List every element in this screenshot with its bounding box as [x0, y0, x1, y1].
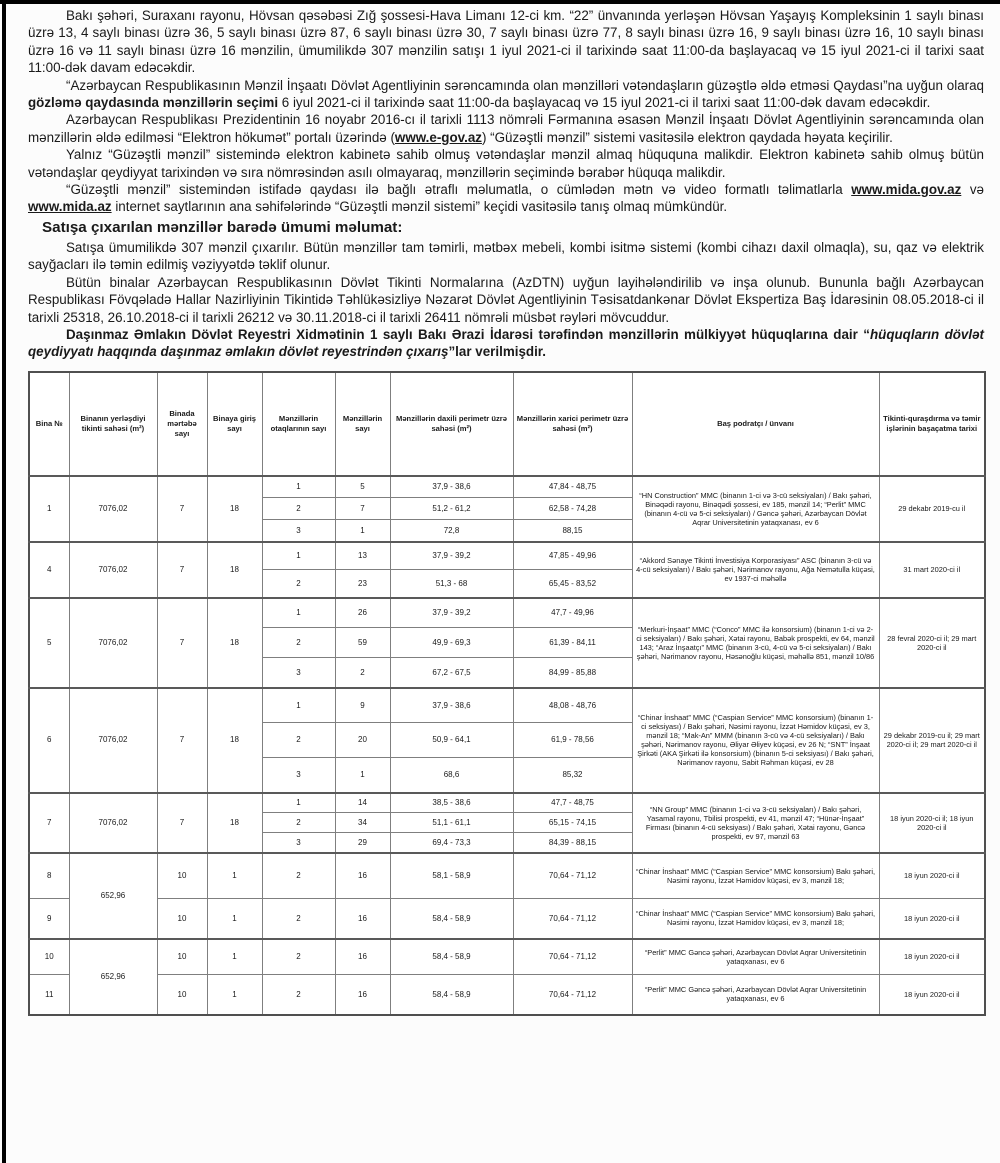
- cell-sahe: 7076,02: [69, 476, 157, 542]
- cell-daxili: 58,4 - 58,9: [390, 899, 513, 939]
- cell-otaq: 2: [262, 853, 335, 899]
- cell-otaq: 2: [262, 975, 335, 1015]
- cell-xarici: 70,64 - 71,12: [513, 853, 632, 899]
- cell-bina: 5: [29, 598, 69, 688]
- cell-daxili: 51,2 - 61,2: [390, 498, 513, 520]
- cell-say: 1: [335, 520, 390, 542]
- cell-otaq: 3: [262, 520, 335, 542]
- egov-link[interactable]: www.e-gov.az: [394, 129, 482, 145]
- cell-podratci: “Chinar İnshaat” MMC (“Caspian Service” MMC konsorsium) Bakı şəhəri, Nəsimi rayonu, İzzət Həmidov küçəsi, ev 3, mənzil 18;: [632, 899, 879, 939]
- cell-tarix: 29 dekabr 2019-cu il: [879, 476, 985, 542]
- cell-xarici: 48,08 - 48,76: [513, 688, 632, 723]
- cell-giris: 1: [207, 899, 262, 939]
- col-header-say: Mənzillərin sayı: [335, 372, 390, 476]
- cell-xarici: 70,64 - 71,12: [513, 939, 632, 975]
- cell-xarici: 88,15: [513, 520, 632, 542]
- cell-otaq: 2: [262, 570, 335, 598]
- cell-daxili: 58,1 - 58,9: [390, 853, 513, 899]
- cell-giris: 1: [207, 975, 262, 1015]
- table-row: [29, 853, 985, 899]
- cell-giris: 18: [207, 598, 262, 688]
- paragraph-egov: [28, 111, 984, 146]
- cell-xarici: 65,15 - 74,15: [513, 813, 632, 833]
- cell-otaq: 3: [262, 833, 335, 853]
- cell-sahe: 652,96: [69, 853, 157, 939]
- paragraph-general-info: Satışa ümumilikdə 307 mənzil çıxarılır. Bütün mənzillər tam təmirli, mətbəx mebeli, kombi isitmə sistemi (kombi cihazı daxil olmaqla), su, qaz və elektrik sayğacları ilə təmin edilmiş vəziyyətdə təklif olunur.: [28, 239, 984, 273]
- p2-text-post: 6 iyul 2021-ci il tarixində saat 11:00-da başlayacaq və 15 iyul 2021-ci il tarixi saat 11:00-dək davam edəcəkdir.: [278, 95, 931, 111]
- cell-otaq: 3: [262, 758, 335, 793]
- cell-sahe: 7076,02: [69, 688, 157, 793]
- table-row: [29, 975, 985, 1015]
- cell-say: 16: [335, 939, 390, 975]
- cell-podratci: “Akkord Sənaye Tikinti İnvestisiya Korporasiyası” ASC (binanın 3-cü və 4-cü seksiyaları) / Bakı şəhəri, Nərimanov rayonu, Ağa Nemətulla küçəsi, ev 1937-ci məhəllə: [632, 542, 879, 598]
- cell-mertebe: 10: [157, 939, 207, 975]
- cell-otaq: 1: [262, 476, 335, 498]
- cell-otaq: 1: [262, 793, 335, 813]
- apartments-table: [28, 371, 986, 1016]
- p8-text-pre: Daşınmaz Əmlakın Dövlət Reyestri Xidmətinin 1 saylı Bakı Ərazi İdarəsi tərəfindən mənzillərin mülkiyyət hüquqlarına dair “: [66, 326, 870, 342]
- cell-xarici: 70,64 - 71,12: [513, 899, 632, 939]
- cell-bina: 11: [29, 975, 69, 1015]
- cell-podratci: “HN Construction” MMC (binanın 1-ci və 3-cü seksiyaları) / Bakı şəhəri, Binəqədi rayonu, Binəqədi şossesi, ev 185, mənzil 14; “Perlit” MMC (binanın 4-cü və 5-ci seksiyaları) / Gəncə şəhəri, Azərbaycan Dövlət Aqrar Universitetinin yataqxanası, ev 6: [632, 476, 879, 542]
- col-header-daxili: Mənzillərin daxili perimetr üzrə sahəsi (m²): [390, 372, 513, 476]
- cell-otaq: 2: [262, 498, 335, 520]
- cell-daxili: 72,8: [390, 520, 513, 542]
- paragraph-building-norms: Bütün binalar Azərbaycan Respublikasının Dövlət Tikinti Normalarına (AzDTN) uyğun layihələndirilib və inşa olunub. Bununla bağlı Azərbaycan Respublikası Fövqəladə Hallar Nazirliyinin Tikintidə Təhlükəsizliyə Nəzarət Dövlət Agentliyinin Təsisatdankənar Dövlət Ekspertiza Baş İdarəsinin 08.05.2018-ci il tarixli 25318, 26.10.2018-ci il tarixli 26212 və 30.11.2018-ci il tarixli 26411 nömrəli müsbət rəyləri mövcuddur.: [28, 274, 984, 325]
- cell-tarix: 18 iyun 2020-ci il: [879, 853, 985, 899]
- p3-text-pre: Azərbaycan Respublikası Prezidentinin 16 noyabr 2016-cı il tarixli 1113 nömrəli Fərmanına əsasən Mənzil İnşaatı Dövlət Agentliyinin sərəncamında olan mənzillərin əldə edilməsi “Elektron hökumət” portalı üzərində (: [28, 112, 984, 145]
- p5-text-post: internet saytlarının ana səhifələrində “Güzəştli mənzil sistemi” keçidi vasitəsilə tanış olmaq mümkündür.: [111, 199, 728, 215]
- cell-xarici: 61,9 - 78,56: [513, 723, 632, 758]
- cell-say: 5: [335, 476, 390, 498]
- cell-otaq: 2: [262, 939, 335, 975]
- cell-otaq: 1: [262, 542, 335, 570]
- cell-daxili: 37,9 - 39,2: [390, 598, 513, 628]
- paragraph-sale-announcement: Bakı şəhəri, Suraxanı rayonu, Hövsan qəsəbəsi Zığ şossesi-Hava Limanı 12-ci km. “22” ünvanında yerləşən Hövsan Yaşayış Kompleksinin 1 saylı binası üzrə 13, 4 saylı binası üzrə 36, 5 saylı binası üzrə 87, 6 saylı binası üzrə 30, 7 saylı binası üzrə 77, 8 saylı binası üzrə 16, 9 saylı binası üzrə 16, 10 saylı binası üzrə 16 və 11 saylı binası üzrə 16 mənzilin, ümumilikdə 307 mənzilin satışı 1 iyul 2021-ci il tarixində saat 11:00-da başlayacaq və 15 iyul 2021-ci il tarixi saat 11:00-dək davam edəcəkdir.: [28, 8, 984, 76]
- mida-link[interactable]: www.mida.az: [28, 199, 112, 215]
- cell-say: 26: [335, 598, 390, 628]
- cell-daxili: 37,9 - 39,2: [390, 542, 513, 570]
- cell-otaq: 1: [262, 688, 335, 723]
- cell-mertebe: 7: [157, 542, 207, 598]
- cell-daxili: 51,3 - 68: [390, 570, 513, 598]
- cell-giris: 18: [207, 542, 262, 598]
- table-row: [29, 476, 985, 498]
- cell-sahe: 7076,02: [69, 793, 157, 853]
- cell-xarici: 61,39 - 84,11: [513, 628, 632, 658]
- cell-say: 7: [335, 498, 390, 520]
- paragraph-registry: [28, 326, 984, 361]
- cell-mertebe: 7: [157, 598, 207, 688]
- col-header-tarix: Tikinti-quraşdırma və təmir işlərinin başaçatma tarixi: [879, 372, 985, 476]
- cell-daxili: 69,4 - 73,3: [390, 833, 513, 853]
- cell-daxili: 67,2 - 67,5: [390, 658, 513, 688]
- cell-podratci: “Chinar İnshaat” MMC (“Caspian Service” MMC konsorsium) Bakı şəhəri, Nəsimi rayonu, İzzət Həmidov küçəsi, ev 3, mənzil 18;: [632, 853, 879, 899]
- paragraph-cabinet-rights: Yalnız “Güzəştli mənzil” sistemində elektron kabinetə sahib olmuş vətəndaşlar mənzil almaq hüququna malikdir. Elektron kabinetə sahib olmuş bütün vətəndaşlar qeydiyyat tarixindən və sıra nömrəsindən asılı olmayaraq, mənzillərin seçimində bərabər hüquqa malikdir.: [28, 147, 984, 180]
- cell-tarix: 18 iyun 2020-ci il: [879, 975, 985, 1015]
- cell-mertebe: 10: [157, 853, 207, 899]
- cell-otaq: 2: [262, 628, 335, 658]
- cell-podratci: “Perlit” MMC Gəncə şəhəri, Azərbaycan Dövlət Aqrar Universitetinin yataqxanası, ev 6: [632, 939, 879, 975]
- col-header-otaq: Mənzillərin otaqlarının sayı: [262, 372, 335, 476]
- section-heading: Satışa çıxarılan mənzillər barədə ümumi məlumat:: [42, 218, 403, 236]
- table-row: [29, 598, 985, 628]
- cell-say: 16: [335, 975, 390, 1015]
- cell-xarici: 84,39 - 88,15: [513, 833, 632, 853]
- cell-mertebe: 7: [157, 688, 207, 793]
- col-header-giris: Binaya giriş sayı: [207, 372, 262, 476]
- cell-xarici: 62,58 - 74,28: [513, 498, 632, 520]
- cell-say: 16: [335, 899, 390, 939]
- page-top-rule: [0, 0, 1000, 4]
- cell-say: 20: [335, 723, 390, 758]
- cell-otaq: 1: [262, 598, 335, 628]
- cell-podratci: “Merkuri-İnşaat” MMC (“Conco” MMC ilə konsorsium) (binanın 1-ci və 2-ci seksiyaları) / Bakı şəhəri, Xətai rayonu, Babək prospekti, ev 64, mənzil 143; “Araz İnşaatçı” MMC (binanın 3-cü, 4-cü və 5-ci seksiyaları) / Bakı şəhəri, Nərimanov rayonu, Həsənoğlu küçəsi, məhəllə 851, mənzil 10/86: [632, 598, 879, 688]
- cell-xarici: 84,99 - 85,88: [513, 658, 632, 688]
- cell-daxili: 38,5 - 38,6: [390, 793, 513, 813]
- cell-daxili: 51,1 - 61,1: [390, 813, 513, 833]
- cell-sahe: 7076,02: [69, 542, 157, 598]
- cell-xarici: 47,7 - 48,75: [513, 793, 632, 813]
- cell-say: 9: [335, 688, 390, 723]
- cell-xarici: 65,45 - 83,52: [513, 570, 632, 598]
- cell-daxili: 58,4 - 58,9: [390, 975, 513, 1015]
- cell-giris: 18: [207, 688, 262, 793]
- p5-text-mid: və: [961, 182, 984, 198]
- table-row: [29, 939, 985, 975]
- cell-tarix: 31 mart 2020-ci il: [879, 542, 985, 598]
- table-row: [29, 688, 985, 723]
- table-row: [29, 899, 985, 939]
- cell-xarici: 85,32: [513, 758, 632, 793]
- p3-text-post: ) “Güzəştli mənzil” sistemi vasitəsilə elektron qaydada həyata keçirilir.: [481, 129, 893, 145]
- col-header-bina: Bina №: [29, 372, 69, 476]
- cell-xarici: 47,85 - 49,96: [513, 542, 632, 570]
- cell-podratci: “Perlit” MMC Gəncə şəhəri, Azərbaycan Dövlət Aqrar Universitetinin yataqxanası, ev 6: [632, 975, 879, 1015]
- cell-say: 16: [335, 853, 390, 899]
- col-header-xarici: Mənzillərin xarici perimetr üzrə sahəsi (m²): [513, 372, 632, 476]
- cell-mertebe: 10: [157, 899, 207, 939]
- cell-sahe: 652,96: [69, 939, 157, 1015]
- cell-bina: 10: [29, 939, 69, 975]
- p8-text-italic: hüquqların dövlət qeydiyyatı haqqında daşınmaz əmlakın dövlət reyestrindən çıxarış: [28, 326, 984, 360]
- cell-tarix: 18 iyun 2020-ci il: [879, 939, 985, 975]
- cell-say: 2: [335, 658, 390, 688]
- cell-daxili: 50,9 - 64,1: [390, 723, 513, 758]
- cell-xarici: 70,64 - 71,12: [513, 975, 632, 1015]
- table-header-row: [29, 372, 985, 476]
- cell-say: 29: [335, 833, 390, 853]
- cell-otaq: 2: [262, 899, 335, 939]
- cell-giris: 1: [207, 939, 262, 975]
- paragraph-mida-links: [28, 181, 984, 216]
- cell-bina: 9: [29, 899, 69, 939]
- p8-text-post: ”lar verilmişdir.: [448, 344, 546, 360]
- cell-daxili: 68,6: [390, 758, 513, 793]
- col-header-mertebe: Binada mərtəbə sayı: [157, 372, 207, 476]
- cell-say: 59: [335, 628, 390, 658]
- cell-xarici: 47,84 - 48,75: [513, 476, 632, 498]
- cell-otaq: 2: [262, 813, 335, 833]
- cell-podratci: “Chinar İnshaat” MMC (“Caspian Service” MMC konsorsium) (binanın 1-ci seksiyası) / Bakı şəhəri, Nəsimi rayonu, İzzət Həmidov küçəsi, ev 3, mənzil 18; “Mak-An” MMM (binanın 3-cü və 4-cü seksiyaları) / Bakı şəhəri, Nərimanov rayonu, Əliyar Əliyev küçəsi, ev 26 N; “SNT” İnşaat Şirkəti (AKA Şirkəti ilə konsorsium) (binanın 5-ci seksiyası) / Bakı şəhəri, Nərimanov rayonu, Sabit Rəhman küçəsi, ev 28: [632, 688, 879, 793]
- cell-giris: 1: [207, 853, 262, 899]
- cell-podratci: “NN Group” MMC (binanın 1-ci və 3-cü seksiyaları) / Bakı şəhəri, Yasamal rayonu, Tbilisi prospekti, ev 41, mənzil 47; “Hünər-İnşaat” Firması (binanın 4-cü seksiyası) / Bakı şəhəri, Xətai rayonu, Gəncə prospekti, ev 97, mənzil 63: [632, 793, 879, 853]
- cell-mertebe: 7: [157, 476, 207, 542]
- paragraph-waiting-list: [28, 77, 984, 112]
- p2-text-bold: gözləmə qaydasında mənzillərin seçimi: [28, 95, 279, 111]
- page-left-rule: [2, 0, 6, 1163]
- cell-say: 1: [335, 758, 390, 793]
- cell-bina: 7: [29, 793, 69, 853]
- cell-say: 13: [335, 542, 390, 570]
- cell-daxili: 49,9 - 69,3: [390, 628, 513, 658]
- cell-mertebe: 7: [157, 793, 207, 853]
- table-row: [29, 793, 985, 813]
- cell-sahe: 7076,02: [69, 598, 157, 688]
- p5-text-pre: “Güzəştli mənzil” sistemindən istifadə qaydası ilə bağlı ətraflı məlumatla, o cümlədən mətn və video formatlı təlimatlarla: [66, 182, 852, 198]
- cell-say: 14: [335, 793, 390, 813]
- cell-tarix: 18 iyun 2020-ci il; 18 iyun 2020-ci il: [879, 793, 985, 853]
- cell-daxili: 58,4 - 58,9: [390, 939, 513, 975]
- cell-daxili: 37,9 - 38,6: [390, 476, 513, 498]
- cell-tarix: 29 dekabr 2019-cu il; 29 mart 2020-ci il; 29 mart 2020-ci il: [879, 688, 985, 793]
- col-header-sahe: Binanın yerləşdiyi tikinti sahəsi (m²): [69, 372, 157, 476]
- cell-otaq: 2: [262, 723, 335, 758]
- cell-tarix: 18 iyun 2020-ci il: [879, 899, 985, 939]
- cell-tarix: 28 fevral 2020-ci il; 29 mart 2020-ci il: [879, 598, 985, 688]
- table-row: [29, 542, 985, 570]
- p2-text-pre: “Azərbaycan Respublikasının Mənzil İnşaatı Dövlət Agentliyinin sərəncamında olan mənzilləri vətəndaşların güzəştlə əldə etməsi Qaydası”na uyğun olaraq: [66, 77, 984, 93]
- cell-otaq: 3: [262, 658, 335, 688]
- cell-bina: 8: [29, 853, 69, 899]
- cell-bina: 1: [29, 476, 69, 542]
- cell-giris: 18: [207, 476, 262, 542]
- cell-mertebe: 10: [157, 975, 207, 1015]
- cell-xarici: 47,7 - 49,96: [513, 598, 632, 628]
- mida-gov-link[interactable]: www.mida.gov.az: [851, 182, 962, 198]
- cell-bina: 6: [29, 688, 69, 793]
- col-header-podratci: Baş podratçı / ünvanı: [632, 372, 879, 476]
- cell-say: 23: [335, 570, 390, 598]
- cell-say: 34: [335, 813, 390, 833]
- cell-giris: 18: [207, 793, 262, 853]
- cell-bina: 4: [29, 542, 69, 598]
- cell-daxili: 37,9 - 38,6: [390, 688, 513, 723]
